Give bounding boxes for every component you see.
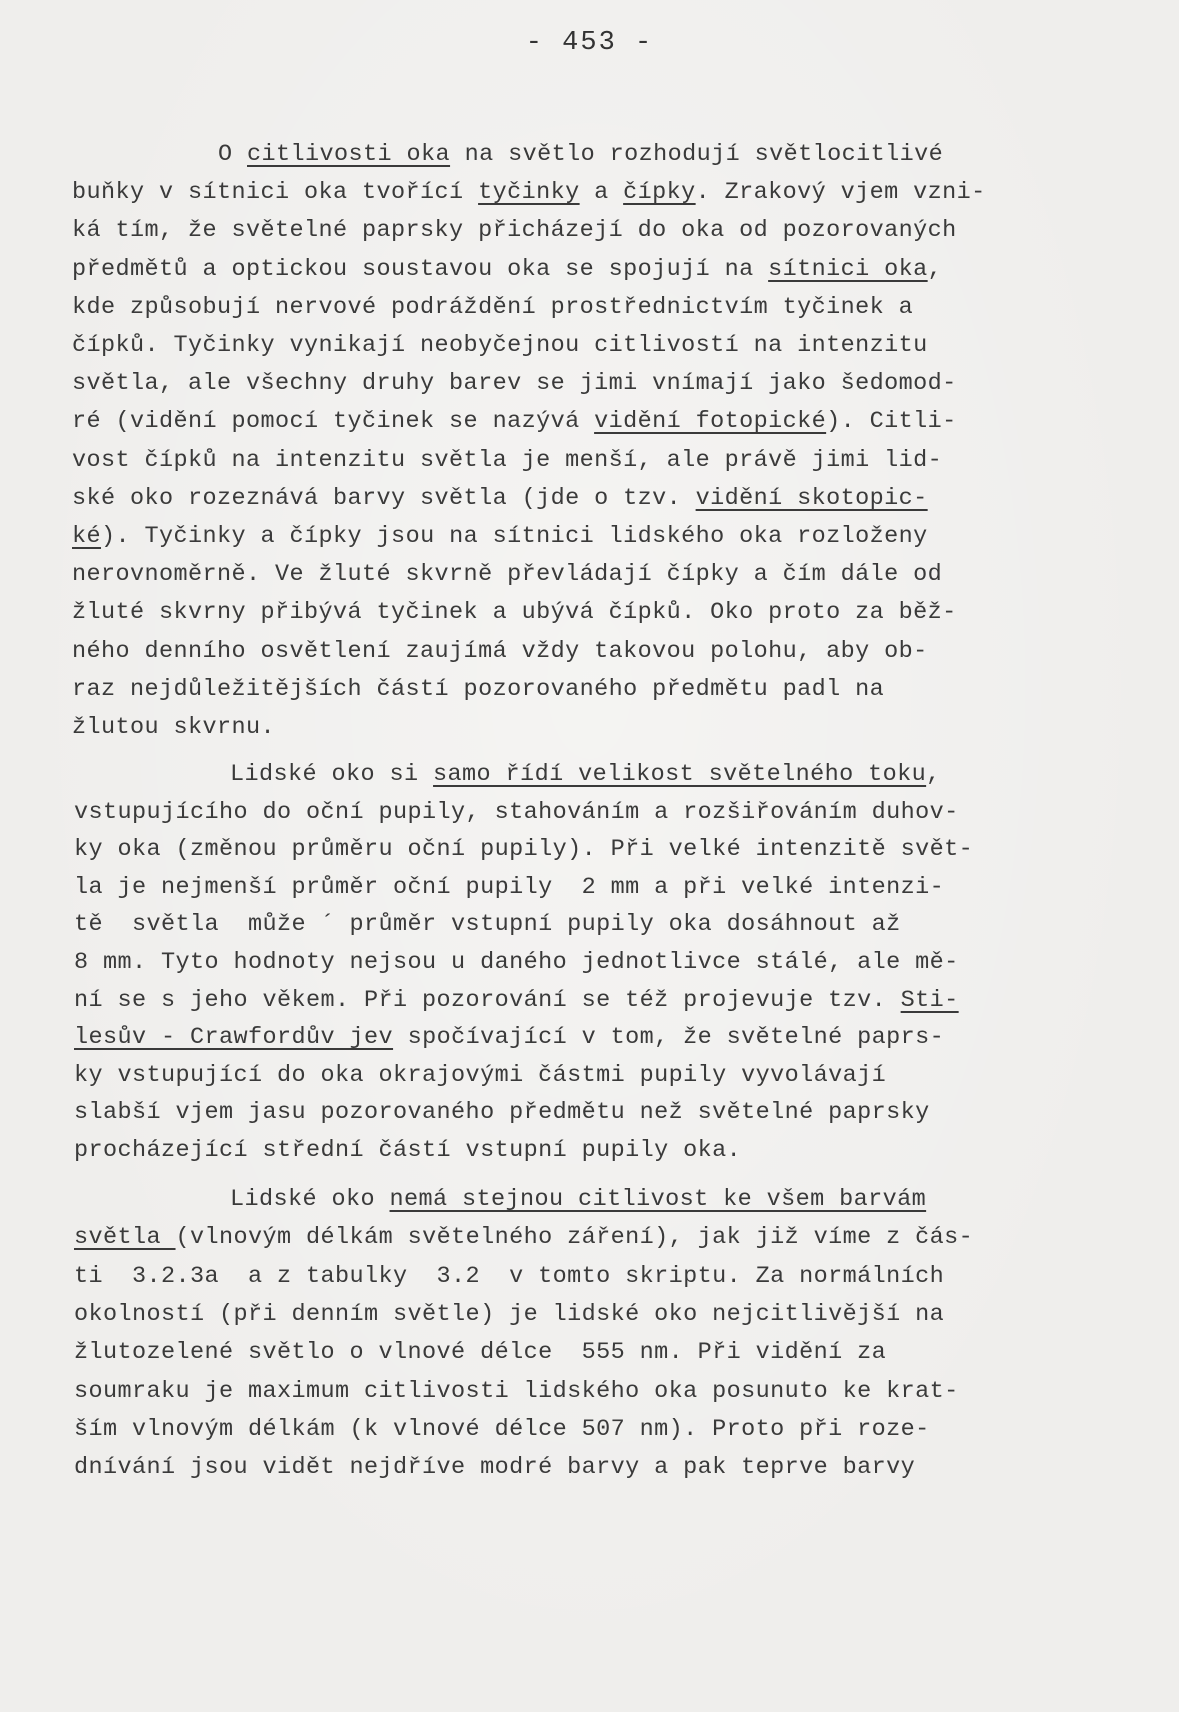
text-line: [74, 1448, 915, 1488]
text-line: [230, 755, 941, 795]
text-segment: na světlo rozhodují světlocitlivé: [450, 141, 944, 168]
text-segment: O: [218, 141, 248, 168]
text-segment: . Zrakový vjem vzni-: [695, 179, 986, 206]
underlined-term: lesův - Crawfordův jev: [74, 1024, 394, 1051]
text-segment: dnívání jsou vidět nejdříve modré barvy a pak teprve barvy: [74, 1454, 916, 1481]
text-line: [74, 981, 959, 1021]
text-line: [74, 1093, 930, 1133]
underlined-term: samo řídí velikost světelného toku: [433, 761, 927, 788]
underlined-term: ké: [72, 523, 102, 550]
text-line: [72, 632, 928, 672]
text-segment: Lidské oko: [230, 1186, 390, 1213]
text-segment: la je nejmenší průměr oční pupily 2 mm a při velké intenzi-: [74, 874, 945, 901]
underlined-term: tyčinky: [478, 179, 580, 206]
text-segment: ,: [926, 761, 941, 788]
text-segment: Lidské oko si: [230, 761, 434, 788]
text-segment: nerovnoměrně. Ve žluté skvrně převládají čípky a čím dále od: [72, 561, 943, 588]
text-line: [230, 1180, 926, 1220]
text-line: [72, 593, 957, 633]
text-line: [74, 1218, 973, 1258]
text-line: [72, 441, 942, 481]
text-line: [74, 1131, 741, 1171]
text-line: [72, 402, 957, 442]
text-line: [74, 1295, 944, 1335]
text-line: [74, 793, 959, 833]
text-line: [72, 670, 884, 710]
underlined-term: vidění skotopic-: [695, 485, 928, 512]
text-segment: ské oko rozeznává barvy světla (jde o tzv.: [72, 485, 696, 512]
text-segment: ). Tyčinky a čípky jsou na sítnici lidského oka rozloženy: [101, 523, 928, 550]
text-line: [72, 364, 957, 404]
text-line: [72, 250, 942, 290]
text-segment: ky vstupující do oka okrajovými částmi pupily vyvolávají: [74, 1062, 887, 1089]
underlined-term: nemá stejnou citlivost ke všem barvám: [389, 1186, 927, 1213]
text-line: [74, 943, 959, 983]
text-segment: ká tím, že světelné paprsky přicházejí do oka od pozorovaných: [72, 217, 957, 244]
text-line: [218, 135, 943, 175]
text-line: [74, 1056, 886, 1096]
text-segment: ). Citli-: [826, 408, 957, 435]
text-segment: (vlnovým délkám světelného záření), jak již víme z čás-: [175, 1224, 974, 1251]
text-segment: ného denního osvětlení zaujímá vždy takovou polohu, aby ob-: [72, 638, 928, 665]
underlined-term: Sti-: [900, 987, 959, 1014]
text-segment: světla, ale všechny druhy barev se jimi vnímají jako šedomod-: [72, 370, 957, 397]
underlined-term: sítnici oka: [768, 256, 928, 283]
text-segment: tě světla může ´ průměr vstupní pupily oka dosáhnout až: [74, 911, 901, 938]
text-segment: slabší vjem jasu pozorovaného předmětu než světelné paprsky: [74, 1099, 930, 1126]
text-segment: kde způsobují nervové podráždění prostřednictvím tyčinek a: [72, 294, 914, 321]
text-line: [74, 1333, 886, 1373]
text-segment: vost čípků na intenzitu světla je menší, ale právě jimi lid-: [72, 447, 943, 474]
text-segment: ré (vidění pomocí tyčinek se nazývá: [72, 408, 595, 435]
text-segment: buňky v sítnici oka tvořící: [72, 179, 479, 206]
text-segment: ti 3.2.3a a z tabulky 3.2 v tomto skriptu. Za normálních: [74, 1263, 945, 1290]
text-segment: ším vlnovým délkám (k vlnové délce 507 nm). Proto při roze-: [74, 1416, 930, 1443]
underlined-term: citlivosti oka: [247, 141, 451, 168]
text-segment: žluté skvrny přibývá tyčinek a ubývá čípků. Oko proto za běž-: [72, 599, 957, 626]
text-segment: vstupujícího do oční pupily, stahováním a rozšiřováním duhov-: [74, 799, 959, 826]
text-line: [72, 555, 942, 595]
text-line: [74, 1018, 944, 1058]
text-segment: a: [579, 179, 624, 206]
text-line: [72, 173, 986, 213]
text-segment: předmětů a optickou soustavou oka se spojují na: [72, 256, 769, 283]
text-line: [72, 479, 928, 519]
text-line: [74, 868, 944, 908]
text-line: [72, 326, 928, 366]
text-segment: ky oka (změnou průměru oční pupily). Při velké intenzitě svět-: [74, 836, 974, 863]
text-segment: soumraku je maximum citlivosti lidského oka posunuto ke krat-: [74, 1378, 959, 1405]
text-segment: spočívající v tom, že světelné paprs-: [393, 1024, 945, 1051]
text-segment: čípků. Tyčinky vynikají neobyčejnou citlivostí na intenzitu: [72, 332, 928, 359]
text-segment: ní se s jeho věkem. Při pozorování se též projevuje tzv.: [74, 987, 901, 1014]
text-line: [74, 1410, 930, 1450]
text-segment: žlutozelené světlo o vlnové délce 555 nm. Při vidění za: [74, 1339, 887, 1366]
text-line: [72, 211, 957, 251]
text-segment: okolností (při denním světle) je lidské oko nejcitlivější na: [74, 1301, 945, 1328]
page-number: - 453 -: [525, 28, 654, 58]
text-line: [74, 1372, 959, 1412]
text-segment: žlutou skvrnu.: [72, 714, 276, 741]
text-segment: procházející střední částí vstupní pupily oka.: [74, 1137, 742, 1164]
underlined-term: vidění fotopické: [594, 408, 827, 435]
text-line: [74, 905, 901, 945]
text-line: [72, 288, 913, 328]
text-segment: raz nejdůležitějších částí pozorovaného předmětu padl na: [72, 676, 885, 703]
underlined-term: čípky: [623, 179, 696, 206]
text-line: [74, 830, 973, 870]
text-line: [72, 708, 275, 748]
underlined-term: světla: [74, 1224, 176, 1251]
text-segment: ,: [927, 256, 943, 283]
text-line: [72, 517, 928, 557]
text-line: [74, 1257, 944, 1297]
text-segment: 8 mm. Tyto hodnoty nejsou u daného jednotlivce stálé, ale mě-: [74, 949, 959, 976]
